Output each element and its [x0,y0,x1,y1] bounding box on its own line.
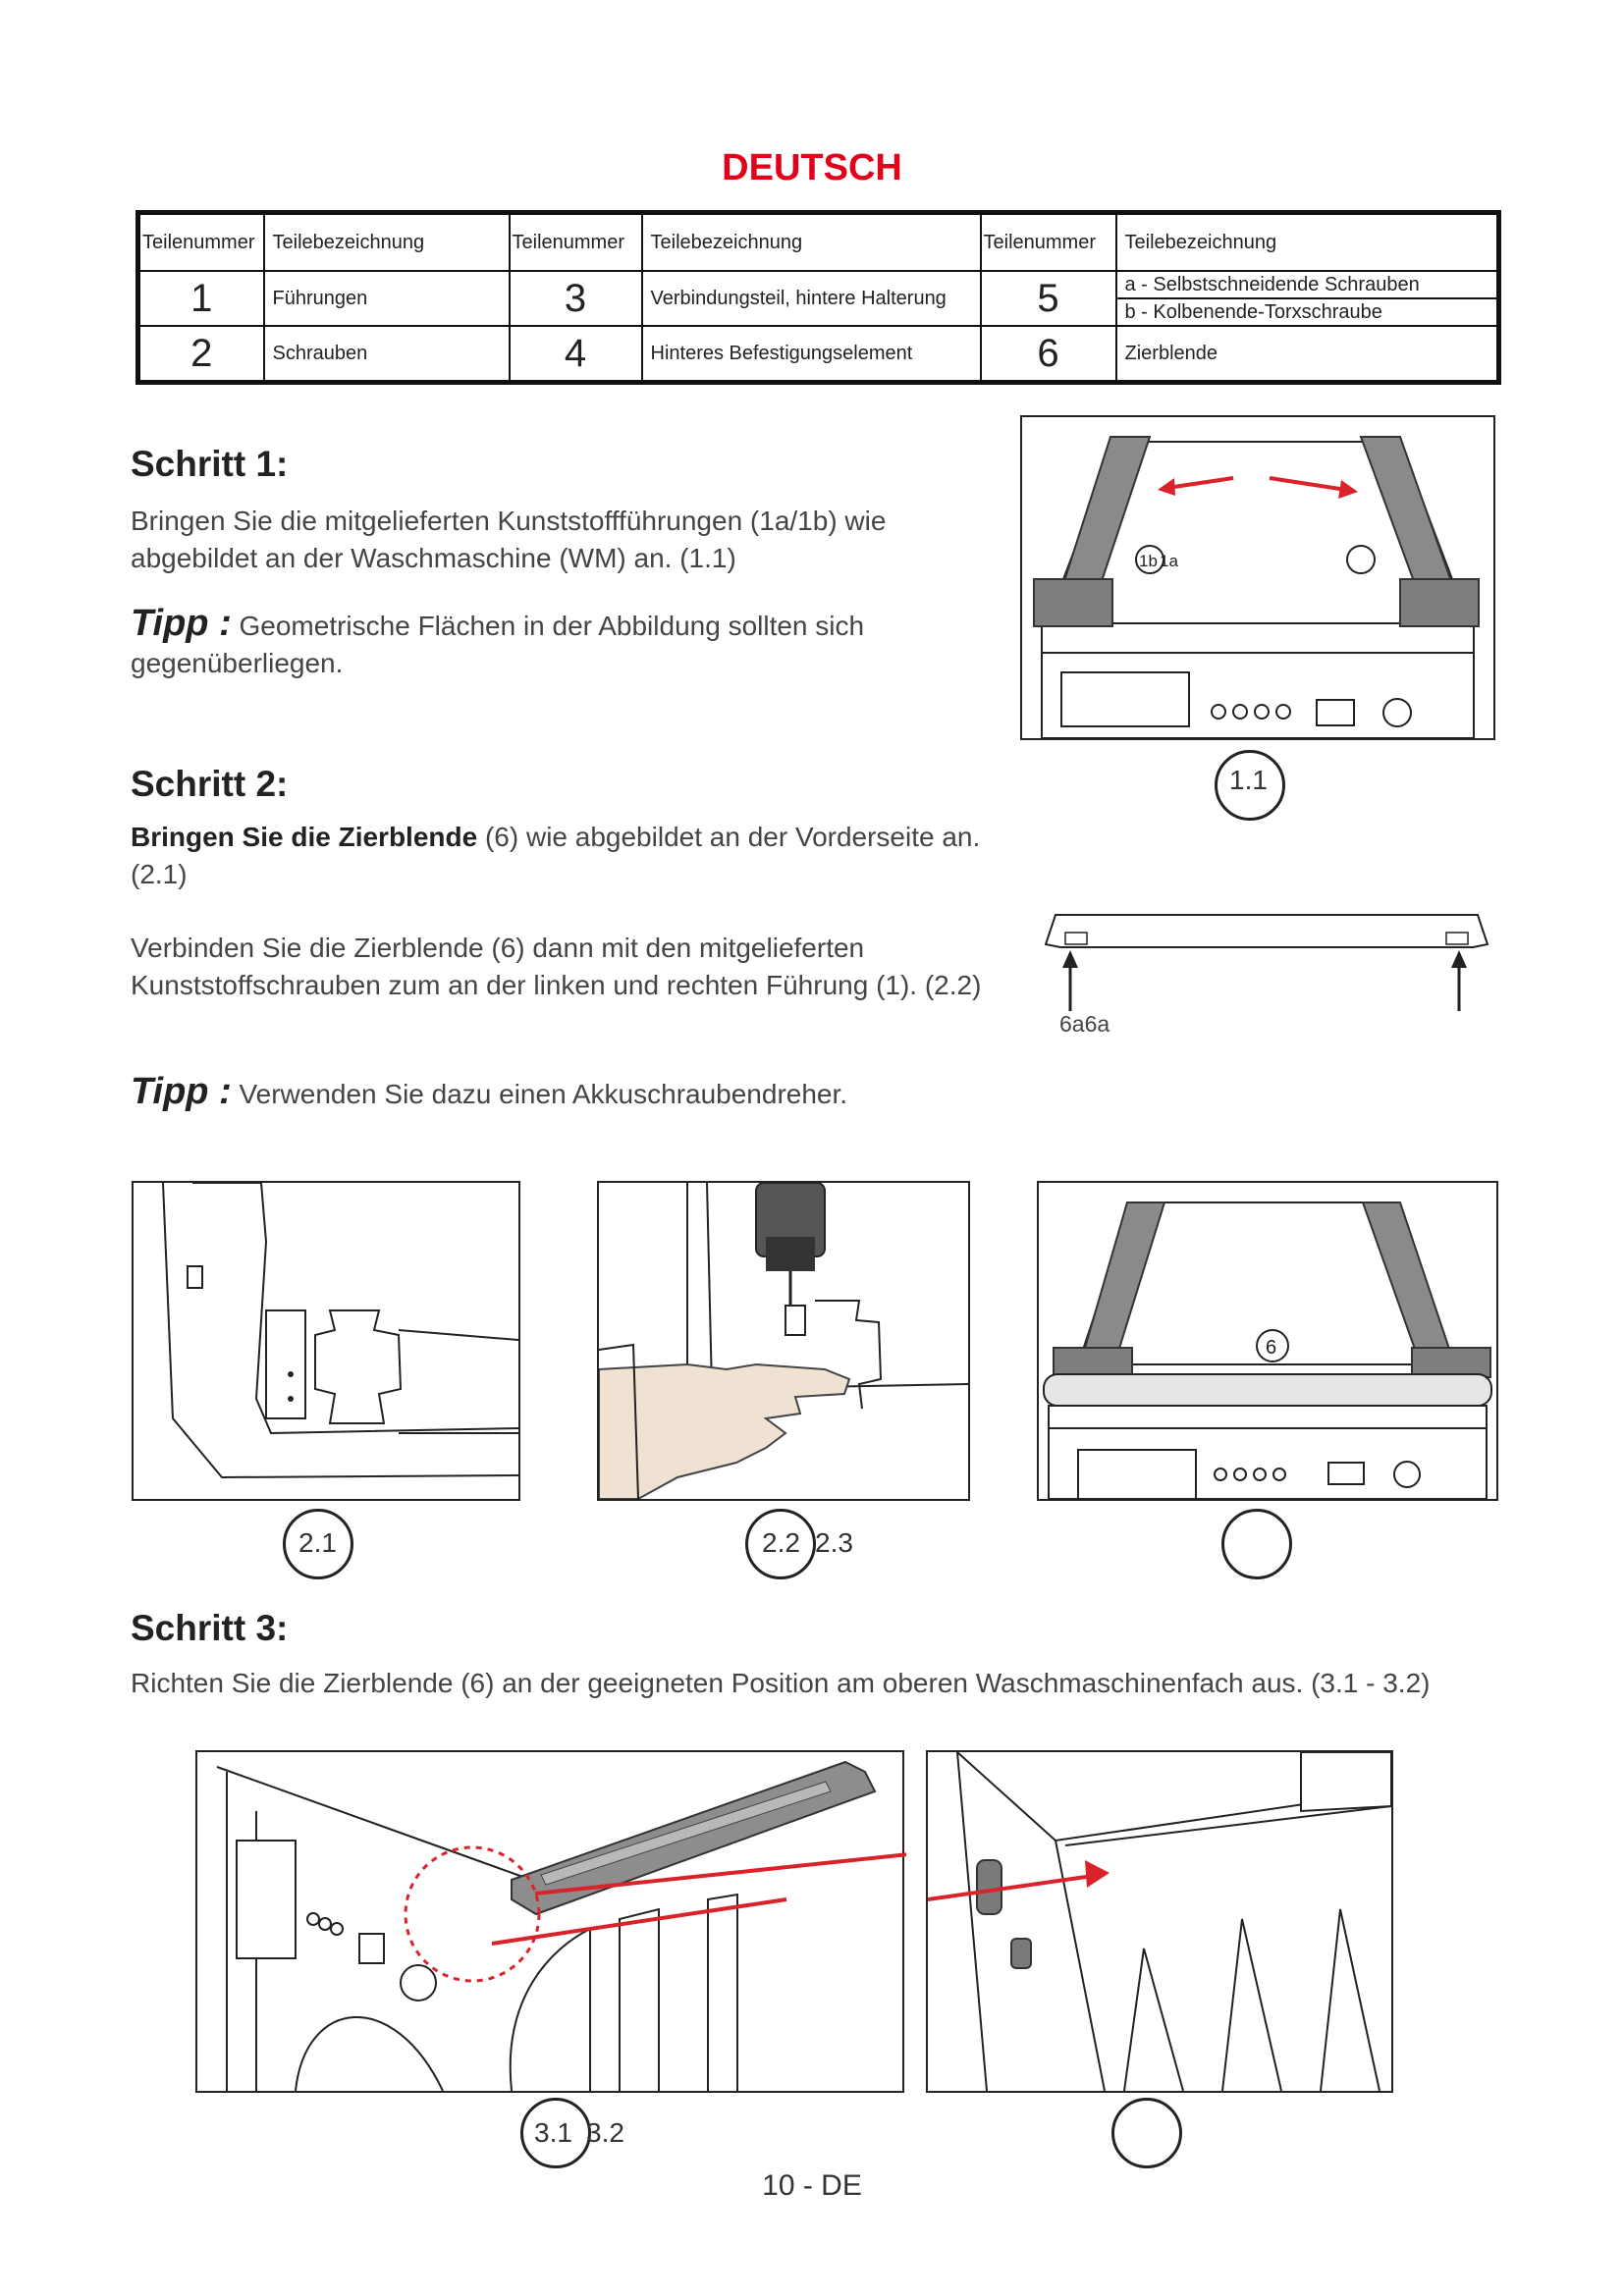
tip-label: Tipp : [131,603,232,644]
step1-heading: Schritt 1: [131,444,289,484]
col-header: Teilebezeichnung [642,213,981,272]
part-number: 3 [510,271,642,326]
figure-label: 2.2 [762,1527,800,1558]
step2-tip [131,1073,1014,1113]
marker-1a: 1a [1160,552,1178,570]
part-name: Verbindungsteil, hintere Halterung [642,271,981,326]
part-number: 5 [981,271,1116,326]
step1-text: Bringen Sie die mitgelieferten Kunststoffführungen (1a/1b) wie abgebildet an der Waschmaschine (WM) an. (1.1) [131,506,887,573]
step2-text-bold: Bringen Sie die Zierblende [131,822,478,852]
table-row [138,326,1499,383]
step3-text: Richten Sie die Zierblende (6) an der geeigneten Position am oberen Waschmaschinenfach aus. (3.1 - 3.2) [131,1668,1431,1698]
step3-heading: Schritt 3: [131,1608,289,1648]
table-header-row [138,213,1499,272]
col-header: Teilenummer [510,213,642,272]
step2-heading: Schritt 2: [131,764,289,804]
figure-label: 3.1 [534,2117,572,2148]
figure-2-2 [597,1181,970,1501]
page-title: DEUTSCH [722,147,902,188]
col-header: Teilenummer [981,213,1116,272]
tip-text: Verwenden Sie dazu einen Akkuschraubendreher. [231,1079,848,1109]
tip-text: Geometrische Flächen in der Abbildung sollten sich gegenüberliegen. [131,611,865,678]
part-name: Führungen [264,271,510,326]
figure-3-1 [195,1750,904,2093]
part-name: Hinteres Befestigungselement [642,326,981,383]
panel-label: 6a6a [1059,1011,1110,1037]
figure-label-circle [1221,1509,1292,1579]
col-header: Teilebezeichnung [1116,213,1499,272]
figure-label: 1.1 [1229,765,1268,795]
step1-tip [131,605,995,682]
figure-label: 2.1 [298,1527,337,1558]
col-header: Teilenummer [138,213,264,272]
page-number: 10 - DE [762,2169,862,2202]
col-header: Teilebezeichnung [264,213,510,272]
marker-6: 6 [1266,1337,1277,1359]
figure-label-circle [1111,2098,1182,2168]
figure-2-3 [1037,1181,1498,1501]
figure-label: 3.2 [586,2117,624,2148]
parts-table [135,210,1501,385]
part-name-split [1116,271,1499,326]
tip-label: Tipp : [131,1071,232,1112]
part-name-a: a - Selbstschneidende Schrauben [1124,274,1420,295]
step2-text-rest: (6) wie abgebildet an der Vorderseite an. (2.1) [131,822,981,889]
part-number: 6 [981,326,1116,383]
figure-1-1 [1020,415,1495,740]
part-name: Schrauben [264,326,510,383]
part-number: 2 [138,326,264,383]
part-name: Zierblende [1116,326,1499,383]
step2-text [131,819,1014,893]
figure-label: 2.3 [815,1527,853,1558]
table-row [138,271,1499,326]
step2-text2: Verbinden Sie die Zierblende (6) dann mit den mitgelieferten Kunststoffschrauben zum an der linken und rechten Führung (1). (2.2) [131,933,982,1000]
figure-3-2 [926,1750,1393,2093]
figure-2-1 [132,1181,520,1501]
part-number: 4 [510,326,642,383]
part-name-b: b - Kolbenende-Torxschraube [1117,297,1497,325]
part-number: 1 [138,271,264,326]
marker-1b: 1b [1139,552,1158,570]
